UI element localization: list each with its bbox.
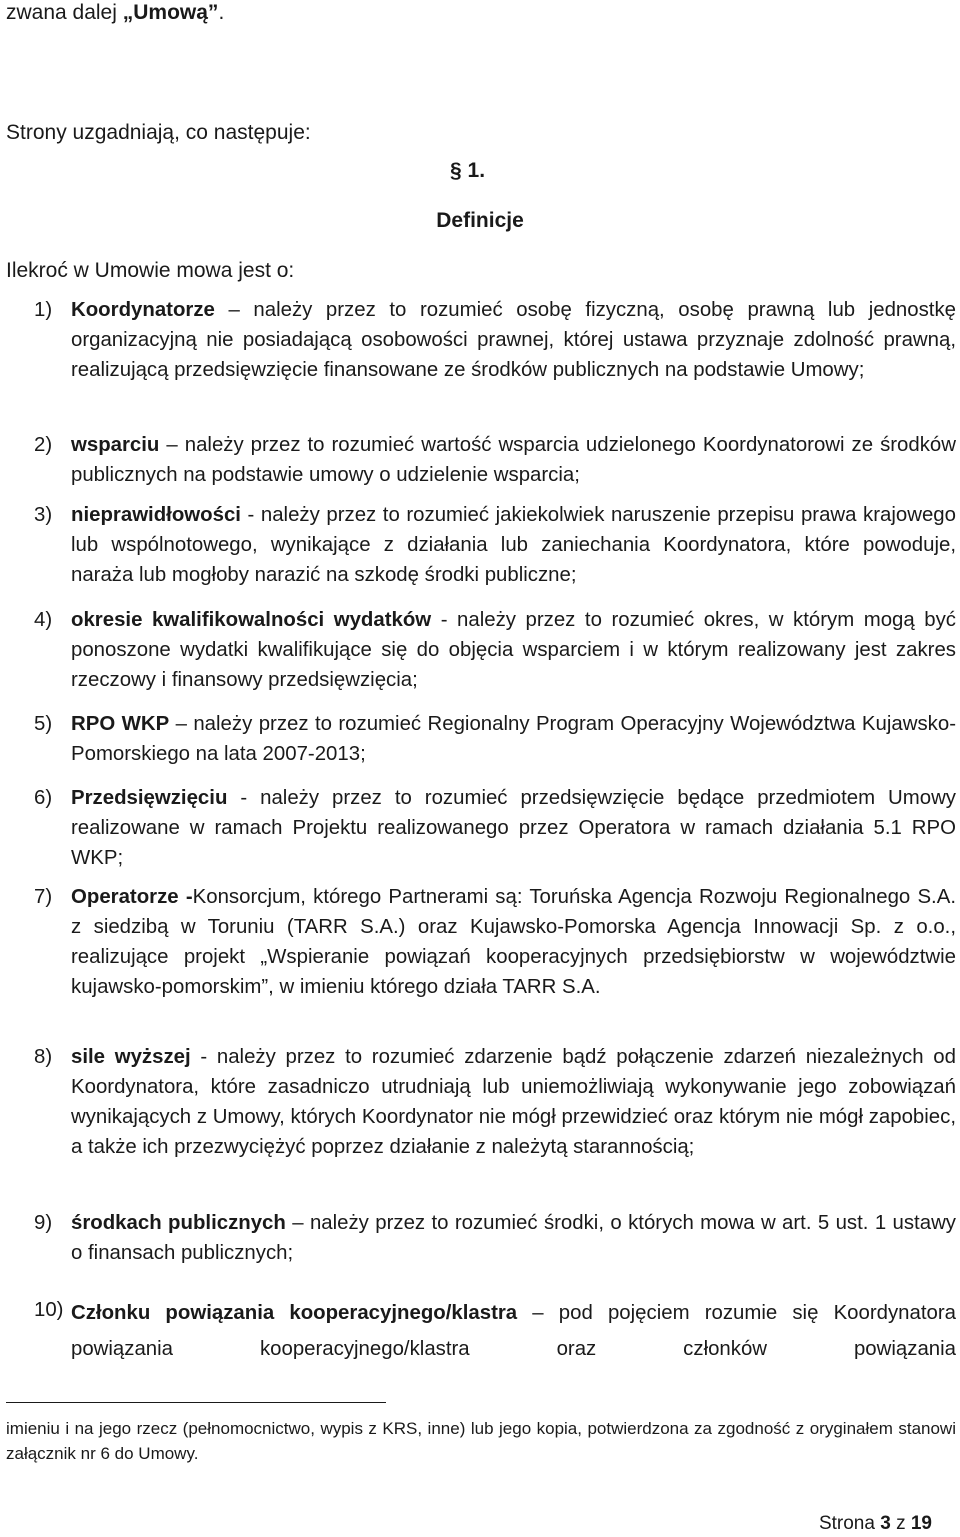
definition-text: Konsorcjum, którego Partnerami są: Toruńska Agencja Rozwoju Regionalnego S.A. z siedzibą w Toruniu (TARR S.A.) oraz Kujawsko-Pomorska Agencja Innowacji Sp. z o.o., realizujące projekt „Wspieranie powiązań kooperacyjnych przedsiębiorstw w województwie kujawsko-pomorskim”, w imieniu którego działa TARR S.A. [71, 886, 956, 998]
definition-number: 3) [34, 504, 53, 526]
intro-suffix: . [218, 1, 225, 24]
definition-term: środkach publicznych [71, 1212, 286, 1234]
definition-term: Operatorze - [71, 886, 193, 908]
definition-item-10 [34, 1295, 956, 1367]
definition-item-3 [34, 500, 956, 590]
footnote: imieniu i na jego rzecz (pełnomocnictwo, wypis z KRS, inne) lub jego kopia, potwierdzona za zgodność z oryginałem stanowi załącznik nr 6 do Umowy. [6, 1419, 956, 1463]
definition-term: wsparciu [71, 434, 160, 456]
definition-term: Przedsięwzięciu [71, 787, 228, 809]
definition-item-8 [34, 1042, 956, 1162]
intro-bold: „Umową” [122, 1, 219, 24]
definition-text: - należy przez to rozumieć jakiekolwiek naruszenie przepisu prawa krajowego lub wspólnotowego, wynikające z działania lub zaniechania Koordynatora, które powoduje, naraża lub mogłoby narazić na szkodę środki publiczne; [71, 504, 956, 586]
definition-term: Członku powiązania kooperacyjnego/klastra [71, 1302, 518, 1324]
definition-text: - należy przez to rozumieć przedsięwzięcie będące przedmiotem Umowy realizowane w ramach Projektu realizowanego przez Operatora w ramach działania 5.1 RPO WKP; [71, 787, 956, 869]
definition-item-5 [34, 709, 956, 769]
definition-number: 9) [34, 1212, 53, 1234]
definition-text: - należy przez to rozumieć zdarzenie bądź połączenie zdarzeń niezależnych od Koordynatora, które zasadniczo utrudniają lub uniemożliwiają wykonywanie jego zobowiązań wynikających z Umowy, których Koordynator nie mógł przewidzieć oraz którym nie mógł zapobiec, a także ich przezwyciężyć poprzez działanie z należytą starannością; [71, 1046, 956, 1158]
definition-text: – należy przez to rozumieć osobę fizyczną, osobę prawną lub jednostkę organizacyjną nie posiadającą osobowości prawnej, której ustawa przyznaje zdolność prawną, realizującą przedsięwzięcie finansowane ze środków publicznych na podstawie Umowy; [71, 299, 956, 381]
definition-number: 10) [34, 1299, 64, 1321]
definition-body [71, 783, 956, 873]
definition-text: – należy przez to rozumieć Regionalny Program Operacyjny Województwa Kujawsko-Pomorskiego na lata 2007-2013; [71, 713, 956, 765]
definition-item-6 [34, 783, 956, 873]
definition-body [71, 1295, 956, 1367]
definition-text: – należy przez to rozumieć środki, o których mowa w art. 5 ust. 1 ustawy o finansach publicznych; [71, 1212, 956, 1264]
definition-item-7 [34, 882, 956, 1002]
definition-number: 4) [34, 609, 53, 631]
definition-number: 7) [34, 886, 53, 908]
definition-term: Koordynatorze [71, 299, 215, 321]
definition-item-9 [34, 1208, 956, 1268]
definition-body [71, 1042, 956, 1162]
page-sep: z [896, 1513, 906, 1534]
definition-number: 1) [34, 299, 53, 321]
page-total: 19 [910, 1513, 932, 1534]
definition-item-4 [34, 605, 956, 695]
definition-body [71, 500, 956, 590]
intro-line-2: Strony uzgadniają, co następuje: [6, 121, 311, 144]
definition-number: 2) [34, 434, 53, 456]
definition-body [71, 882, 956, 1002]
intro-line-1 [6, 0, 224, 28]
definition-body [71, 709, 956, 769]
definition-item-2 [34, 430, 956, 490]
definition-text: – należy przez to rozumieć wartość wsparcia udzielonego Koordynatorowi ze środków publicznych na podstawie umowy o udzielenie wsparcia; [71, 434, 956, 486]
definition-item-1 [34, 295, 956, 385]
definition-body [71, 430, 956, 490]
section-title: Definicje [436, 209, 524, 232]
definition-term: okresie kwalifikowalności wydatków [71, 609, 432, 631]
definition-number: 5) [34, 713, 53, 735]
page-number [819, 1511, 932, 1537]
definition-term: sile wyższej [71, 1046, 191, 1068]
section-number: § 1. [450, 159, 486, 182]
page-current: 3 [880, 1513, 891, 1534]
definition-term: nieprawidłowości [71, 504, 241, 526]
definition-number: 8) [34, 1046, 53, 1068]
definition-body [71, 1208, 956, 1268]
definition-body [71, 295, 956, 385]
definition-text: – pod pojęciem rozumie się Koordynatora powiązania kooperacyjnego/klastra oraz członków powiązania [71, 1302, 956, 1360]
intro-prefix: zwana dalej [6, 1, 123, 24]
definition-number: 6) [34, 787, 53, 809]
definition-term: RPO WKP [71, 713, 170, 735]
definition-text: - należy przez to rozumieć okres, w którym mogą być ponoszone wydatki kwalifikujące się do objęcia wsparciem i w którym realizowany jest zakres rzeczowy i finansowy przedsięwzięcia; [71, 609, 957, 691]
footnote-separator [6, 1402, 386, 1403]
section-lead: Ilekroć w Umowie mowa jest o: [6, 259, 295, 282]
page-label: Strona [818, 1513, 875, 1534]
definition-body [71, 605, 956, 695]
